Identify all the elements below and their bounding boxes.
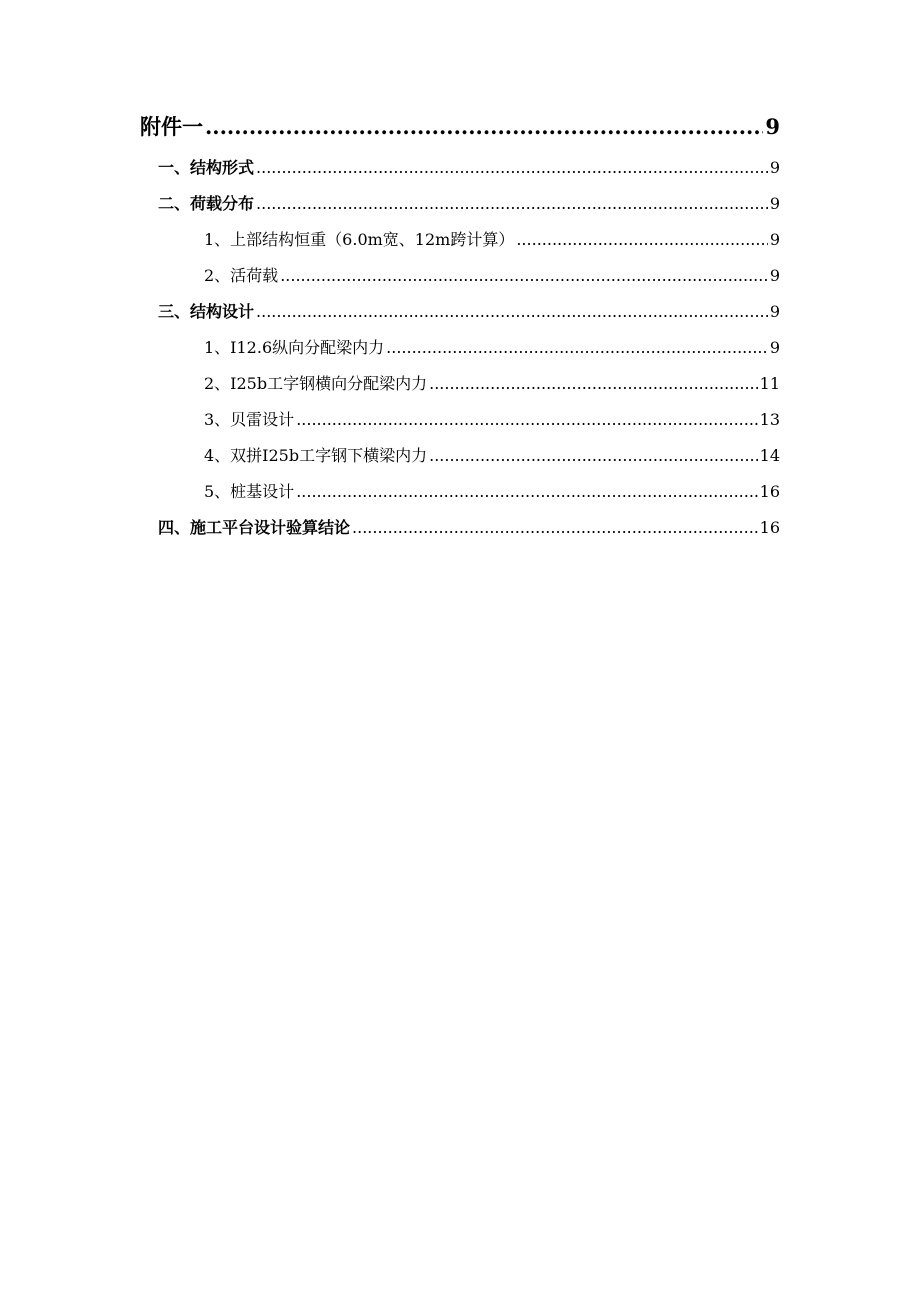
dot-leader: [386, 330, 768, 366]
dot-leader: [516, 222, 767, 258]
table-of-contents: [140, 112, 780, 546]
toc-entry-dead-load[interactable]: [140, 222, 780, 258]
toc-entry-page: 13: [759, 410, 780, 429]
toc-entry-page: 9: [769, 194, 780, 213]
toc-entry-page: 9: [765, 114, 780, 139]
toc-entry-conclusion[interactable]: [140, 510, 780, 546]
toc-entry-page: 14: [759, 446, 780, 465]
toc-entry-bailey-design[interactable]: [140, 402, 780, 438]
dot-leader: [256, 186, 768, 222]
toc-entry-page: 9: [769, 158, 780, 177]
toc-entry-i12-beam[interactable]: [140, 330, 780, 366]
toc-entry-page: 9: [769, 338, 780, 357]
dot-leader: [280, 258, 768, 294]
toc-entry-title: 二、荷载分布: [158, 194, 255, 213]
toc-entry-title: 一、结构形式: [158, 158, 255, 177]
toc-entry-page: 11: [759, 374, 780, 393]
toc-entry-title: 3、贝雷设计: [204, 410, 295, 429]
toc-entry-page: 16: [759, 518, 780, 537]
toc-entry-pile-design[interactable]: [140, 474, 780, 510]
toc-entry-page: 9: [769, 230, 780, 249]
toc-entry-title: 四、施工平台设计验算结论: [158, 518, 351, 537]
toc-entry-title: 5、桩基设计: [204, 482, 295, 501]
dot-leader: [296, 402, 757, 438]
toc-entry-title: 2、活荷载: [204, 266, 279, 285]
toc-entry-live-load[interactable]: [140, 258, 780, 294]
toc-entry-double-i25b[interactable]: [140, 438, 780, 474]
toc-entry-structure-form[interactable]: [140, 150, 780, 186]
toc-entry-title: 4、双拼I25b工字钢下横梁内力: [204, 446, 428, 465]
toc-entry-title: 2、I25b工字钢横向分配梁内力: [204, 374, 428, 393]
toc-entry-title: 附件一: [140, 114, 203, 139]
toc-entry-page: 16: [759, 482, 780, 501]
dot-leader: [352, 510, 758, 546]
dot-leader: [256, 150, 768, 186]
toc-entry-attachment-1[interactable]: [140, 112, 780, 148]
dot-leader: [296, 474, 757, 510]
toc-entry-i25b-beam[interactable]: [140, 366, 780, 402]
dot-leader: [205, 112, 763, 142]
toc-entry-load-distribution[interactable]: [140, 186, 780, 222]
dot-leader: [429, 366, 758, 402]
toc-entry-structural-design[interactable]: [140, 294, 780, 330]
dot-leader: [256, 294, 768, 330]
toc-entry-title: 1、上部结构恒重（6.0m宽、12m跨计算）: [204, 230, 515, 249]
toc-entry-title: 三、结构设计: [158, 302, 255, 321]
toc-entry-page: 9: [769, 302, 780, 321]
toc-entry-title: 1、I12.6纵向分配梁内力: [204, 338, 385, 357]
dot-leader: [429, 438, 758, 474]
toc-entry-page: 9: [769, 266, 780, 285]
